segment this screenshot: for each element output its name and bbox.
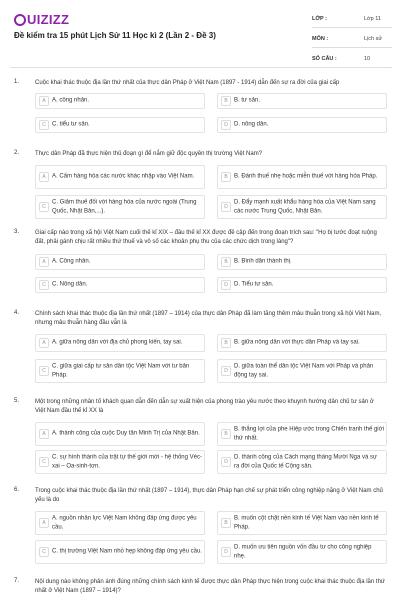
logo-q-icon <box>14 14 26 26</box>
question-text: Một trong những nhân tố khách quan dẫn đến dẫn sự xuất hiện của phong trào yêu nước theo khuynh hướng dân chủ tư sản ở Việt Nam đầu thế kỉ XX là <box>35 399 374 415</box>
option-a[interactable]: A A. Cấm hàng hóa các nước khác nhập vào Việt Nam. <box>35 165 205 189</box>
worksheet-title: Đề kiểm tra 15 phút Lịch Sử 11 Học kì 2 (Lần 2 - Đề 3) <box>14 31 216 40</box>
option-c[interactable]: C C. thị trường Việt Nam nhỏ hẹp không đáp ứng yêu cầu. <box>35 540 205 564</box>
meta-class: LỚP : Lớp 11 <box>312 12 392 28</box>
option-d[interactable]: D D. thành công của Cách mạng tháng Mười Nga và sự ra đời của Quốc tế Cộng sản. <box>217 450 387 474</box>
question-text: Nội dung nào không phản ánh đúng những chính sách kinh tế được thực dân Pháp thực hiện trong cuộc khai thác thuộc địa lần thứ nhất ở Việt Nam (1897 – 1914)? <box>35 579 385 595</box>
meta-question-count: SỐ CÂU : 10 <box>312 52 392 68</box>
option-c[interactable]: C C. Giảm thuế đối với hàng hóa của nước ngoài (Trung Quốc, Nhật Bản,...). <box>35 195 205 219</box>
question-text: Giai cấp nào trong xã hội Việt Nam cuối thế kỉ XIX – đầu thế kỉ XX được đề cập đến trong đoạn trích sau: "Họ bị tước đoạt ruộng đất, phải gánh chịu rất nhiều thứ thuế và vô số các khoản phụ thu của các chức dịch trong làng"? <box>35 230 377 246</box>
option-c[interactable]: C C. Nông dân. <box>35 277 205 293</box>
option-c[interactable]: C C. tiểu tư sản. <box>35 117 205 133</box>
option-d[interactable]: D D. Tiểu tư sản. <box>217 277 387 293</box>
option-d[interactable]: D D. giữa toàn thể dân tộc Việt Nam với Pháp và phản động tay sai. <box>217 359 387 383</box>
question-text: Trong cuộc khai thác thuộc địa lần thứ nhất (1897 – 1914), thực dân Pháp hạn chế sự phát triển công nghiệp nặng ở Việt Nam chủ yếu là do <box>35 488 383 504</box>
option-c[interactable]: C C. giữa giai cấp tư sản dân tộc Việt Nam với tư bản Pháp. <box>35 359 205 383</box>
header-divider <box>10 67 390 68</box>
option-b[interactable]: B B. muốn cột chặt nền kinh tế Việt Nam vào nền kinh tế Pháp. <box>217 511 387 535</box>
option-a[interactable]: A A. công nhân. <box>35 93 205 109</box>
option-a[interactable]: A A. nguồn nhân lực Việt Nam không đáp ứng được yêu cầu. <box>35 511 205 535</box>
question-text: Chính sách khai thác thuộc địa lần thứ nhất (1897 – 1914) của thực dân Pháp đã làm tăng thêm mâu thuẫn trong xã hội Việt Nam, nhưng mâu thuẫn hàng đầu vẫn là <box>35 311 382 327</box>
quizizz-logo: UIZIZZ <box>14 12 69 27</box>
option-b[interactable]: B B. tư sản. <box>217 93 387 109</box>
worksheet-meta <box>312 12 392 72</box>
option-c[interactable]: C C. sự hình thành của trật tự thế giới mới - hệ thống Véc-xai – Oa-sinh-tơn. <box>35 450 205 474</box>
option-b[interactable]: B B. thắng lợi của phe Hiệp ước trong Chiến tranh thế giới thứ nhất. <box>217 422 387 446</box>
option-d[interactable]: D D. nông dân. <box>217 117 387 133</box>
option-d[interactable]: D D. Đẩy mạnh xuất khẩu hàng hóa của Việt Nam sang các nước Trung Quốc, Nhật Bản. <box>217 195 387 219</box>
meta-subject: MÔN : Lịch sử <box>312 32 392 48</box>
option-b[interactable]: B B. Bình dân thành thị. <box>217 254 387 270</box>
option-b[interactable]: B B. Đánh thuế nhẹ hoặc miễn thuế với hàng hóa Pháp. <box>217 165 387 189</box>
option-d[interactable]: D D. muốn ưu tiên nguồn vốn đầu tư cho công nghiệp nhẹ. <box>217 540 387 564</box>
option-a[interactable]: A A. giữa nông dân với địa chủ phong kiến, tay sai. <box>35 334 205 352</box>
option-a[interactable]: A A. thành công của cuộc Duy tân Minh Trị của Nhật Bản. <box>35 422 205 446</box>
question-text: Thực dân Pháp đã thực hiện thủ đoạn gì để nắm giữ độc quyền thị trường Việt Nam? <box>35 151 263 157</box>
worksheet-header <box>0 0 400 72</box>
option-a[interactable]: A A. Công nhân. <box>35 254 205 270</box>
question-text: Cuộc khai thác thuộc địa lần thứ nhất của thực dân Pháp ở Việt Nam (1897 - 1914) dẫn đến sự ra đời của giai cấp <box>35 80 340 86</box>
option-b[interactable]: B B. giữa nông dân với thực dân Pháp và tay sai. <box>217 334 387 352</box>
